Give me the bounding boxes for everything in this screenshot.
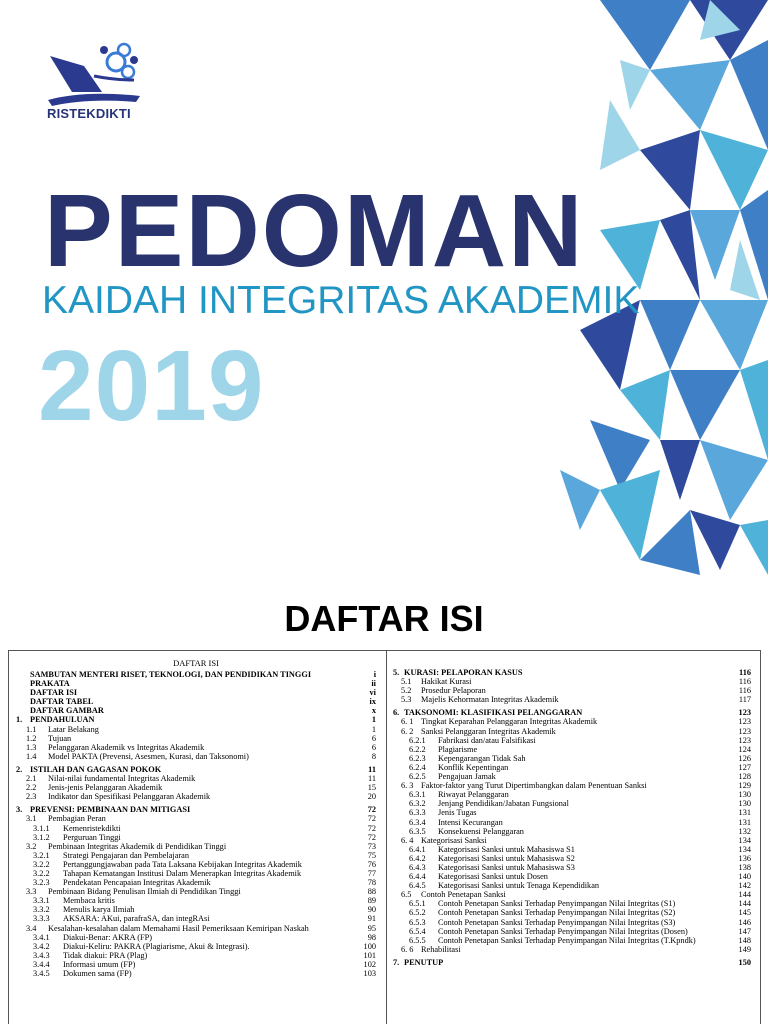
toc-entry-page: 150: [738, 957, 751, 967]
toc-entry-title: PENUTUP: [404, 957, 444, 967]
toc-entry-title: Diakui-Benar: AKRA (FP): [63, 932, 152, 942]
toc-entry-title: Contoh Penetapan Sanksi: [421, 890, 506, 900]
toc-entry-title: Tahapan Kematangan Institusi Dalam Menerapkan Integritas Akademik: [63, 868, 302, 878]
toc-entry-number: 6.3.1: [409, 790, 426, 800]
toc-entry-page: 147: [738, 926, 751, 936]
toc-entry-title: Contoh Penetapan Sanksi Terhadap Penyimpangan Nilai Integritas (S2): [438, 908, 676, 918]
toc-entry-page: 130: [738, 799, 751, 809]
toc-entry-title: Pembinaan Bidang Penulisan Ilmiah di Pendidikan Tinggi: [48, 887, 241, 897]
cover-subtitle: KAIDAH INTEGRITAS AKADEMIK: [42, 279, 640, 322]
toc-entry-title: PREVENSI: PEMBINAAN DAN MITIGASI: [30, 805, 191, 815]
toc-entry-page: 145: [738, 908, 751, 918]
toc-entry[interactable]: [393, 863, 751, 872]
toc-entry-number: 6.5.3: [409, 917, 426, 927]
toc-entry[interactable]: [393, 668, 751, 677]
toc-entry[interactable]: [16, 951, 376, 960]
logo-wordmark: RISTEKDIKTI: [47, 106, 131, 121]
toc-entry-page: 8: [371, 751, 376, 761]
toc-entry-page: 11: [368, 774, 376, 784]
toc-entry-page: 72: [367, 814, 376, 824]
pattern-triangle: [670, 370, 740, 440]
toc-entry[interactable]: [16, 697, 376, 706]
toc-entry-page: 11: [368, 764, 376, 774]
toc-entry-page: 131: [738, 808, 751, 818]
toc-entry-number: 6.5.5: [409, 935, 426, 945]
toc-entry-title: Jenis Tugas: [438, 808, 477, 818]
toc-entry-title: Menulis karya Ilmiah: [63, 905, 135, 915]
toc-entry-title: Kategorisasi Sanksi untuk Mahasiswa S2: [438, 853, 575, 863]
toc-entry[interactable]: [393, 827, 751, 836]
toc-entry-number: 5.1: [401, 677, 412, 687]
toc-entry-title: Dokumen sama (FP): [63, 969, 132, 978]
toc-entry-title: Konsekuensi Pelanggaran: [438, 826, 524, 836]
pattern-triangle: [600, 0, 690, 70]
toc-entry-number: 3.3.2: [33, 905, 50, 915]
toc-right-column: [393, 668, 751, 967]
toc-entry-number: 3.1.1: [33, 823, 50, 833]
toc-entry-page: 138: [738, 862, 751, 872]
toc-entry-page: 75: [367, 850, 376, 860]
toc-entry-number: 6.2.1: [409, 735, 426, 745]
toc-entry-page: 116: [738, 677, 751, 687]
toc-entry-title: Contoh Penetapan Sanksi Terhadap Penyimpangan Nilai Integritas (S1): [438, 899, 676, 909]
toc-entry-page: 144: [738, 899, 751, 909]
toc-entry-number: 6. 4: [401, 835, 414, 845]
toc-entry[interactable]: [393, 686, 751, 695]
toc-entry[interactable]: [16, 670, 376, 679]
toc-entry[interactable]: [393, 736, 751, 745]
toc-entry-title: Kepengarangan Tidak Sah: [438, 753, 526, 763]
toc-entry-page: 72: [367, 823, 376, 833]
toc-entry[interactable]: [16, 783, 376, 792]
toc-entry-number: 6.3.3: [409, 808, 426, 818]
toc-entry-page: 1: [371, 715, 376, 725]
toc-entry-title: Intensi Kecurangan: [438, 817, 503, 827]
toc-entry-number: 3.4.5: [33, 969, 50, 978]
toc-entry[interactable]: [16, 833, 376, 842]
toc-entry-number: 6. 1: [401, 717, 414, 727]
toc-entry-number: 3.2.2: [33, 859, 50, 869]
toc-entry-page: 134: [738, 844, 751, 854]
toc-entry-number: 6.4.4: [409, 872, 426, 882]
toc-entry-number: 2.2: [26, 783, 37, 793]
toc-entry-number: 6.2.5: [409, 772, 426, 782]
toc-entry[interactable]: [16, 914, 376, 923]
toc-entry-page: 123: [738, 717, 751, 727]
toc-entry-title: Strategi Pengajaran dan Pembelajaran: [63, 850, 190, 860]
toc-entry[interactable]: [16, 896, 376, 905]
pattern-triangle: [660, 210, 700, 300]
toc-entry-page: 123: [738, 726, 751, 736]
toc-entry-title: Konflik Kepentingan: [438, 762, 509, 772]
toc-entry-page: 126: [738, 753, 751, 763]
toc-entry-title: Kategorisasi Sanksi untuk Tenaga Kependidikan: [438, 881, 600, 891]
toc-entry[interactable]: [393, 799, 751, 808]
toc-entry-page: vi: [369, 688, 376, 698]
toc-entry-page: 148: [738, 935, 751, 945]
toc-entry[interactable]: [393, 708, 751, 717]
toc-entry[interactable]: [393, 890, 751, 899]
toc-entry-number: 3.1: [26, 814, 37, 824]
toc-entry-number: 6.4.3: [409, 862, 426, 872]
toc-entry-number: 3.: [16, 805, 23, 815]
toc-entry[interactable]: [393, 772, 751, 781]
toc-entry-title: PRAKATA: [30, 679, 70, 689]
toc-entry[interactable]: [393, 727, 751, 736]
toc-entry-title: Nilai-nilai fundamental Integritas Akademik: [48, 774, 196, 784]
toc-entry-page: 77: [367, 868, 376, 878]
toc-entry-title: Pelanggaran Akademik vs Integritas Akademik: [48, 742, 205, 752]
toc-entry-title: AKSARA: AKui, parafraSA, dan integRAsi: [63, 914, 210, 924]
toc-entry-number: 6.5.4: [409, 926, 426, 936]
toc-entry-page: 95: [367, 923, 376, 933]
toc-entry-title: KURASI: PELAPORAN KASUS: [404, 668, 523, 677]
toc-entry-title: Plagiarisme: [438, 744, 478, 754]
toc-entry-title: Pertanggungjawaban pada Tata Laksana Kebijakan Integritas Akademik: [63, 859, 302, 869]
pattern-triangle: [560, 470, 600, 530]
toc-entry-title: Diakui-Keliru: PAKRA (Plagiarisme, Akui & Integrasi).: [63, 941, 250, 951]
toc-entry[interactable]: [16, 924, 376, 933]
toc-entry[interactable]: [393, 872, 751, 881]
toc-entry-number: 3.3.3: [33, 914, 50, 924]
toc-entry-page: 78: [367, 878, 376, 888]
pattern-triangle: [600, 100, 640, 170]
pattern-triangle: [620, 60, 650, 110]
toc-entry-page: 130: [738, 790, 751, 800]
toc-entry-page: 127: [738, 762, 751, 772]
pattern-triangle: [740, 520, 768, 575]
toc-entry-title: Tujuan: [48, 733, 72, 743]
toc-entry-page: x: [371, 706, 376, 716]
toc-entry-page: 142: [738, 881, 751, 891]
pattern-triangle: [660, 440, 700, 500]
toc-entry[interactable]: [16, 887, 376, 896]
toc-entry-number: 6.2.4: [409, 762, 426, 772]
toc-entry-page: 20: [367, 792, 376, 802]
toc-entry[interactable]: [393, 695, 751, 704]
toc-entry[interactable]: [16, 805, 376, 814]
toc-entry-page: 123: [738, 735, 751, 745]
toc-entry-title: Kategorisasi Sanksi untuk Dosen: [438, 872, 548, 882]
toc-entry-number: 6.4.2: [409, 853, 426, 863]
toc-entry[interactable]: [393, 818, 751, 827]
pattern-triangle: [700, 300, 768, 370]
toc-entry-page: 132: [738, 826, 751, 836]
toc-entry-number: 6. 3: [401, 781, 414, 791]
toc-entry-number: 3.3.1: [33, 896, 50, 906]
toc-entry[interactable]: [393, 845, 751, 854]
toc-entry-title: Rehabilitasi: [421, 944, 461, 954]
toc-entry-number: 6.5.2: [409, 908, 426, 918]
toc-entry-number: 6.2.2: [409, 744, 426, 754]
toc-entry[interactable]: [393, 881, 751, 890]
toc-entry[interactable]: [16, 792, 376, 801]
toc-entry-number: 1.: [16, 715, 23, 725]
toc-entry[interactable]: [393, 717, 751, 726]
toc-entry-title: TAKSONOMI: KLASIFIKASI PELANGGARAN: [404, 708, 583, 718]
toc-entry[interactable]: [393, 899, 751, 908]
toc-entry[interactable]: [16, 715, 376, 724]
toc-entry-number: 6.3.4: [409, 817, 426, 827]
toc-entry-title: Kemenristekdikti: [63, 823, 121, 833]
toc-entry-number: 2.1: [26, 774, 37, 784]
toc-entry[interactable]: [16, 725, 376, 734]
toc-entry-page: 72: [367, 832, 376, 842]
pattern-triangle: [620, 370, 670, 440]
toc-entry-title: Kategorisasi Sanksi: [421, 835, 487, 845]
pattern-triangle: [740, 360, 768, 460]
toc-entry-title: Membaca kritis: [63, 896, 115, 906]
toc-entry-page: 101: [363, 950, 376, 960]
toc-entry-number: 3.2.3: [33, 878, 50, 888]
toc-entry[interactable]: [16, 706, 376, 715]
toc-entry-page: i: [373, 670, 376, 679]
toc-entry[interactable]: [16, 774, 376, 783]
toc-entry-number: 5.2: [401, 686, 412, 696]
toc-entry-number: 5.: [393, 668, 400, 677]
toc-heading: DAFTAR ISI: [284, 598, 484, 639]
toc-entry-title: Perguruan Tinggi: [63, 832, 121, 842]
toc-entry-number: 2.3: [26, 792, 37, 802]
toc-entry[interactable]: [393, 936, 751, 945]
toc-entry-number: 6. 6: [401, 944, 414, 954]
toc-entry-page: 123: [738, 708, 751, 718]
cover-title: PEDOMAN: [44, 173, 585, 288]
toc-entry-page: 73: [367, 841, 376, 851]
toc-entry-page: 129: [738, 781, 751, 791]
toc-entry-page: 88: [367, 887, 376, 897]
toc-entry-page: 117: [738, 695, 751, 705]
toc-entry-title: Pembagian Peran: [48, 814, 106, 824]
toc-entry-title: Tidak diakui: PRA (Plag): [63, 950, 148, 960]
toc-entry[interactable]: [16, 752, 376, 761]
toc-entry[interactable]: [16, 842, 376, 851]
toc-entry-page: 76: [367, 859, 376, 869]
toc-entry[interactable]: [16, 851, 376, 860]
toc-entry-title: Contoh Penetapan Sanksi Terhadap Penyimpangan Nilai Integritas (T.Kpndk): [438, 935, 696, 945]
toc-entry-number: 3.2.2: [33, 868, 50, 878]
toc-entry-page: 1: [371, 724, 376, 734]
toc-entry-page: 6: [371, 733, 376, 743]
pattern-triangle: [600, 470, 660, 560]
toc-entry-number: 6.: [393, 708, 400, 718]
toc-entry-title: Informasi umum (FP): [63, 959, 136, 969]
toc-entry-title: Hakikat Kurasi: [421, 677, 472, 687]
toc-entry-number: 1.1: [26, 724, 37, 734]
toc-entry[interactable]: [16, 688, 376, 697]
toc-entry-number: 3.4.1: [33, 932, 50, 942]
toc-entry-title: Kesalahan-kesalahan dalam Memahami Hasil Pemeriksaan Kemiripan Naskah: [48, 923, 309, 933]
toc-entry[interactable]: [393, 790, 751, 799]
toc-entry[interactable]: [393, 677, 751, 686]
toc-entry-number: 3.4: [26, 923, 37, 933]
pattern-triangle: [650, 60, 730, 130]
toc-entry-title: Kategorisasi Sanksi untuk Mahasiswa S3: [438, 862, 575, 872]
toc-entry[interactable]: [393, 927, 751, 936]
toc-entry-number: 6.3.5: [409, 826, 426, 836]
pattern-triangle: [640, 130, 700, 210]
toc-entry[interactable]: [16, 679, 376, 688]
toc-entry-number: 6.5: [401, 890, 412, 900]
toc-entry-page: 116: [739, 668, 751, 677]
toc-entry-number: 1.3: [26, 742, 37, 752]
toc-entry[interactable]: [16, 969, 376, 978]
toc-entry-page: 100: [363, 941, 376, 951]
toc-entry-number: 3.4.3: [33, 950, 50, 960]
toc-entry-page: 131: [738, 817, 751, 827]
toc-entry-page: 128: [738, 772, 751, 782]
toc-entry-title: Jenjang Pendidikan/Jabatan Fungsional: [438, 799, 569, 809]
toc-entry[interactable]: [393, 945, 751, 954]
pattern-triangle: [730, 40, 768, 150]
pattern-triangle: [700, 440, 768, 520]
toc-entry-title: Model PAKTA (Prevensi, Asesmen, Kurasi, dan Taksonomi): [48, 751, 249, 761]
toc-entry-title: Kategorisasi Sanksi untuk Mahasiswa S1: [438, 844, 575, 854]
toc-entry[interactable]: [16, 933, 376, 942]
toc-entry[interactable]: [16, 869, 376, 878]
toc-table: [8, 650, 761, 1024]
toc-entry[interactable]: [16, 960, 376, 969]
toc-entry[interactable]: [393, 958, 751, 967]
toc-entry-number: 6.2.3: [409, 753, 426, 763]
toc-entry[interactable]: [16, 734, 376, 743]
toc-entry-number: 3.2.1: [33, 850, 50, 860]
toc-entry[interactable]: [393, 781, 751, 790]
toc-entry-number: 3.4.4: [33, 959, 50, 969]
toc-entry-title: PENDAHULUAN: [30, 715, 95, 725]
pattern-triangle: [640, 300, 700, 370]
toc-entry-title: Fabrikasi dan/atau Falsifikasi: [438, 735, 536, 745]
toc-entry[interactable]: [16, 743, 376, 752]
toc-entry[interactable]: [16, 765, 376, 774]
toc-entry[interactable]: [393, 836, 751, 845]
toc-entry-page: 144: [738, 890, 751, 900]
toc-entry[interactable]: [16, 905, 376, 914]
toc-entry-title: Indikator dan Spesifikasi Pelanggaran Akademik: [48, 792, 211, 802]
cover-year: 2019: [38, 330, 265, 442]
toc-entry-title: Faktor-faktor yang Turut Dipertimbangkan dalam Penentuan Sanksi: [421, 781, 647, 791]
toc-entry-page: 116: [738, 686, 751, 696]
toc-entry[interactable]: [16, 860, 376, 869]
toc-entry-number: 3.1.2: [33, 832, 50, 842]
toc-entry[interactable]: [16, 814, 376, 823]
toc-entry-page: 90: [367, 905, 376, 915]
toc-entry-title: Contoh Penetapan Sanksi Terhadap Penyimpangan Nilai Integritas (Dosen): [438, 926, 688, 936]
toc-entry-page: 91: [367, 914, 376, 924]
pattern-triangle: [690, 210, 740, 280]
toc-entry-page: 15: [367, 783, 376, 793]
toc-entry-title: Pendekatan Pencapaian Integritas Akademik: [63, 878, 211, 888]
toc-entry-page: 102: [363, 959, 376, 969]
toc-entry-page: 149: [738, 944, 751, 954]
toc-entry[interactable]: [16, 824, 376, 833]
toc-entry-number: 3.4.2: [33, 941, 50, 951]
toc-entry-number: 3.2: [26, 841, 37, 851]
toc-entry-page: 72: [367, 805, 376, 815]
toc-entry-title: SAMBUTAN MENTERI RISET, TEKNOLOGI, DAN PENDIDIKAN TINGGI: [30, 670, 312, 679]
toc-entry-page: 134: [738, 835, 751, 845]
toc-entry-page: 98: [367, 932, 376, 942]
toc-entry-number: 6.4.5: [409, 881, 426, 891]
toc-entry-title: DAFTAR ISI: [30, 688, 78, 698]
toc-entry-number: 3.3: [26, 887, 37, 897]
toc-entry-number: 2.: [16, 764, 23, 774]
toc-entry-page: ii: [371, 679, 376, 689]
toc-entry-title: Pembinaan Integritas Akademik di Pendidikan Tinggi: [48, 841, 227, 851]
toc-entry[interactable]: [393, 918, 751, 927]
toc-entry-title: DAFTAR TABEL: [30, 697, 94, 707]
toc-entry-title: Contoh Penetapan Sanksi Terhadap Penyimpangan Nilai Integritas (S3): [438, 917, 676, 927]
toc-entry-page: 146: [738, 917, 751, 927]
toc-entry-title: Sanksi Pelanggaran Integritas Akademik: [421, 726, 556, 736]
toc-entry[interactable]: [393, 763, 751, 772]
toc-entry[interactable]: [393, 754, 751, 763]
toc-entry-number: 6.5.1: [409, 899, 426, 909]
toc-entry-number: 7.: [393, 957, 400, 967]
toc-entry-number: 5.3: [401, 695, 412, 705]
toc-entry[interactable]: [16, 878, 376, 887]
toc-entry-page: 124: [738, 744, 751, 754]
toc-entry-page: 89: [367, 896, 376, 906]
toc-left-column: [16, 658, 376, 978]
toc-inner-title: DAFTAR ISI: [173, 658, 219, 668]
toc-entry-title: Latar Belakang: [48, 724, 99, 734]
toc-entry-title: Tingkat Keparahan Pelanggaran Integritas Akademik: [421, 717, 598, 727]
toc-entry-title: Prosedur Pelaporan: [421, 686, 486, 696]
toc-entry-title: Jenis-jenis Pelanggaran Akademik: [48, 783, 163, 793]
toc-entry-title: Pengajuan Jamak: [438, 772, 496, 782]
toc-entry[interactable]: [393, 908, 751, 917]
toc-entry-number: 6.3.2: [409, 799, 426, 809]
toc-entry-number: 6.4.1: [409, 844, 426, 854]
toc-entry-page: ix: [369, 697, 376, 707]
toc-entry-title: Riwayat Pelanggaran: [438, 790, 509, 800]
toc-entry[interactable]: [393, 854, 751, 863]
toc-entry-title: Majelis Kehormatan Integritas Akademik: [421, 695, 559, 705]
toc-entry-number: 1.2: [26, 733, 37, 743]
pattern-triangle: [640, 510, 700, 575]
toc-entry-page: 103: [363, 969, 376, 978]
toc-entry-title: ISTILAH DAN GAGASAN POKOK: [30, 764, 162, 774]
toc-column-divider: [386, 651, 387, 1024]
toc-entry[interactable]: [16, 942, 376, 951]
toc-entry[interactable]: [393, 808, 751, 817]
toc-entry-page: 136: [738, 853, 751, 863]
toc-entry-page: 140: [738, 872, 751, 882]
toc-entry[interactable]: [393, 745, 751, 754]
toc-entry-number: 6. 2: [401, 726, 414, 736]
toc-entry-title: DAFTAR GAMBAR: [30, 706, 104, 716]
toc-entry-page: 6: [371, 742, 376, 752]
toc-entry-number: 1.4: [26, 751, 37, 761]
